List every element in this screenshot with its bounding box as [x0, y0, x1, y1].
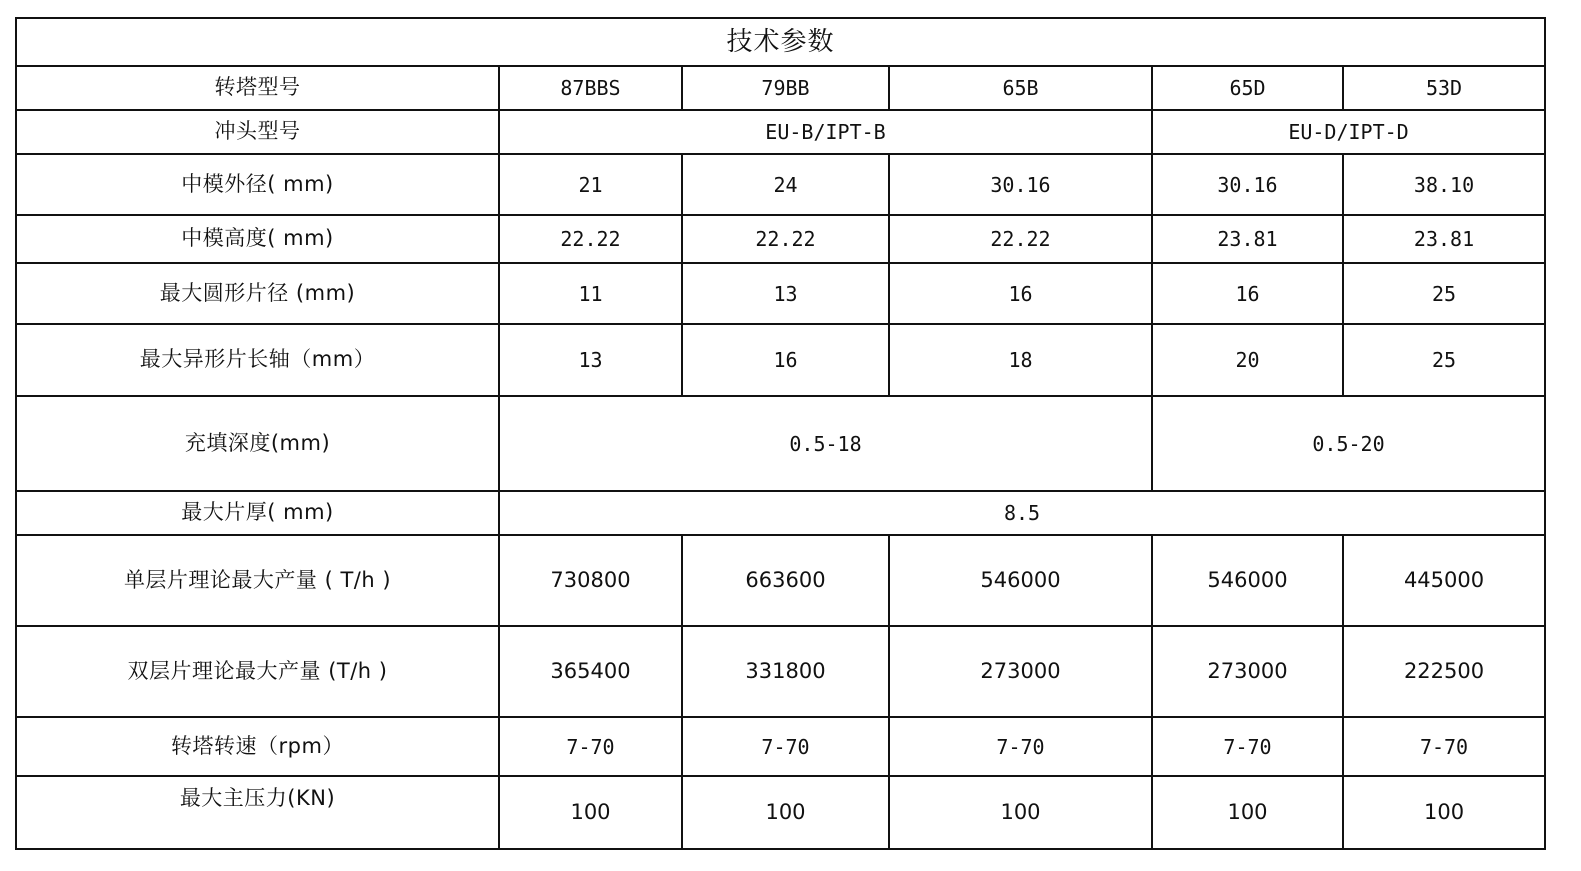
cell: 100	[682, 776, 889, 849]
double-output-row	[16, 626, 1545, 717]
row-label: 最大片厚( mm)	[16, 491, 499, 535]
max-thickness-row	[16, 491, 1545, 535]
cell: EU-B/IPT-B	[499, 110, 1152, 154]
cell: 30.16	[889, 154, 1152, 215]
cell: 16	[1152, 263, 1343, 324]
cell: 16	[889, 263, 1152, 324]
cell: 20	[1152, 324, 1343, 396]
max-shaped-row	[16, 324, 1545, 396]
cell: 16	[682, 324, 889, 396]
cell: 7-70	[682, 717, 889, 776]
title-row	[16, 18, 1545, 66]
single-output-row	[16, 535, 1545, 626]
cell: 100	[1343, 776, 1545, 849]
turret-model-row	[16, 66, 1545, 110]
cell: EU-D/IPT-D	[1152, 110, 1545, 154]
cell: 30.16	[1152, 154, 1343, 215]
row-label: 中模外径( mm)	[16, 154, 499, 215]
die-od-row	[16, 154, 1545, 215]
cell: 7-70	[499, 717, 682, 776]
cell: 13	[682, 263, 889, 324]
cell: 21	[499, 154, 682, 215]
row-label: 最大圆形片径 (mm)	[16, 263, 499, 324]
punch-model-row	[16, 110, 1545, 154]
cell: 663600	[682, 535, 889, 626]
row-label: 冲头型号	[16, 110, 499, 154]
cell: 22.22	[499, 215, 682, 263]
cell: 11	[499, 263, 682, 324]
cell: 546000	[889, 535, 1152, 626]
cell: 24	[682, 154, 889, 215]
cell: 7-70	[1152, 717, 1343, 776]
tech-spec-table	[15, 17, 1546, 850]
cell: 445000	[1343, 535, 1545, 626]
fill-depth-row	[16, 396, 1545, 491]
cell: 18	[889, 324, 1152, 396]
cell: 65B	[889, 66, 1152, 110]
row-label: 最大异形片长轴（mm）	[16, 324, 499, 396]
die-height-row	[16, 215, 1545, 263]
row-label: 充填深度(mm)	[16, 396, 499, 491]
cell: 25	[1343, 263, 1545, 324]
cell: 22.22	[889, 215, 1152, 263]
cell: 546000	[1152, 535, 1343, 626]
cell: 0.5-18	[499, 396, 1152, 491]
table-title: 技术参数	[16, 18, 1545, 66]
cell: 273000	[1152, 626, 1343, 717]
row-label: 转塔型号	[16, 66, 499, 110]
cell: 100	[1152, 776, 1343, 849]
cell: 273000	[889, 626, 1152, 717]
row-label: 双层片理论最大产量 (T/h )	[16, 626, 499, 717]
cell: 38.10	[1343, 154, 1545, 215]
cell: 23.81	[1152, 215, 1343, 263]
cell: 23.81	[1343, 215, 1545, 263]
cell: 100	[889, 776, 1152, 849]
max-round-row	[16, 263, 1545, 324]
cell: 222500	[1343, 626, 1545, 717]
cell: 22.22	[682, 215, 889, 263]
cell: 100	[499, 776, 682, 849]
cell: 0.5-20	[1152, 396, 1545, 491]
row-label: 转塔转速（rpm）	[16, 717, 499, 776]
cell: 7-70	[889, 717, 1152, 776]
cell: 8.5	[499, 491, 1545, 535]
row-label: 中模高度( mm)	[16, 215, 499, 263]
cell: 53D	[1343, 66, 1545, 110]
row-label: 单层片理论最大产量 ( T/h )	[16, 535, 499, 626]
cell: 65D	[1152, 66, 1343, 110]
cell: 730800	[499, 535, 682, 626]
cell: 79BB	[682, 66, 889, 110]
cell: 13	[499, 324, 682, 396]
cell: 331800	[682, 626, 889, 717]
turret-speed-row	[16, 717, 1545, 776]
max-pressure-row	[16, 776, 1545, 849]
cell: 87BBS	[499, 66, 682, 110]
cell: 7-70	[1343, 717, 1545, 776]
row-label: 最大主压力(KN)	[16, 776, 499, 849]
cell: 25	[1343, 324, 1545, 396]
cell: 365400	[499, 626, 682, 717]
